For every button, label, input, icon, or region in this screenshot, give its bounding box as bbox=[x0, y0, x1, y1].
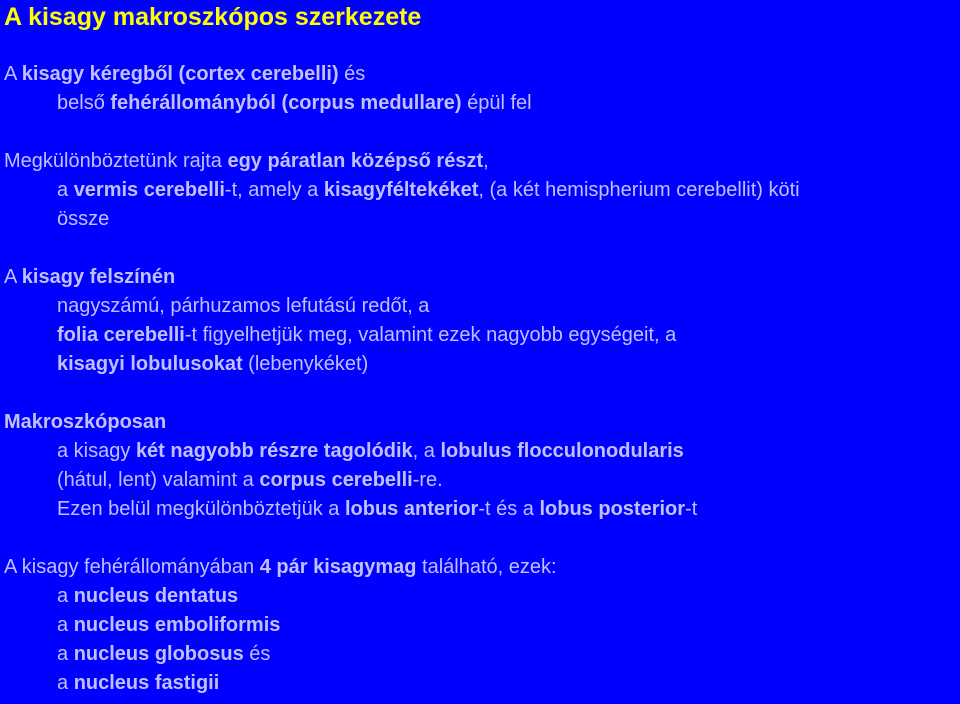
text-segment: -t bbox=[685, 498, 698, 520]
text-segment: (lebenykéket) bbox=[242, 353, 369, 375]
text-segment: és bbox=[338, 63, 366, 85]
text-line bbox=[57, 323, 676, 347]
text-segment: -t figyelhetjük meg, valamint ezek nagyobb egységeit, a bbox=[184, 324, 677, 346]
text-line bbox=[4, 410, 166, 434]
text-segment: a bbox=[57, 614, 74, 636]
text-segment: a kisagy bbox=[57, 440, 136, 462]
bold-term: corpus cerebelli bbox=[259, 469, 413, 491]
text-line bbox=[57, 642, 270, 666]
text-segment: a bbox=[57, 672, 74, 694]
bold-term: kisagyi lobulusokat bbox=[57, 353, 243, 375]
bold-term: nucleus dentatus bbox=[73, 585, 239, 607]
bold-term: kisagy felszínén bbox=[21, 266, 176, 288]
slide-title: A kisagy makroszkópos szerkezete bbox=[4, 3, 422, 31]
text-segment: épül fel bbox=[461, 92, 532, 114]
bold-term: vermis cerebelli bbox=[73, 179, 225, 201]
bold-term: lobus posterior bbox=[539, 498, 686, 520]
bold-term: egy páratlan középső részt bbox=[227, 150, 484, 172]
text-line bbox=[57, 468, 443, 492]
text-line bbox=[57, 91, 532, 115]
text-line bbox=[57, 207, 109, 231]
text-segment: A bbox=[4, 266, 22, 288]
text-segment: össze bbox=[57, 208, 110, 230]
bold-term: fehérállományból (corpus medullare) bbox=[110, 92, 462, 114]
text-line bbox=[4, 265, 175, 289]
text-segment: belső bbox=[57, 92, 111, 114]
bold-term: lobulus flocculonodularis bbox=[440, 440, 684, 462]
text-line bbox=[57, 294, 429, 318]
text-segment: és bbox=[243, 643, 271, 665]
bold-term: Makroszkóposan bbox=[4, 411, 167, 433]
text-segment: , a bbox=[412, 440, 441, 462]
text-line bbox=[4, 555, 557, 579]
text-segment: A bbox=[4, 63, 22, 85]
text-line bbox=[57, 439, 684, 463]
bold-term: két nagyobb részre tagolódik bbox=[135, 440, 413, 462]
text-line bbox=[57, 613, 280, 637]
text-line bbox=[57, 671, 219, 695]
text-segment: Ezen belül megkülönböztetjük a bbox=[57, 498, 345, 520]
text-segment: a bbox=[57, 643, 74, 665]
text-segment: található, ezek: bbox=[416, 556, 557, 578]
text-segment: , bbox=[483, 150, 489, 172]
text-segment: -t és a bbox=[478, 498, 540, 520]
bold-term: 4 pár kisagymag bbox=[259, 556, 417, 578]
text-segment: a bbox=[57, 179, 74, 201]
text-line bbox=[57, 178, 800, 202]
text-line bbox=[4, 62, 365, 86]
bold-term: folia cerebelli bbox=[57, 324, 185, 346]
bold-term: lobus anterior bbox=[344, 498, 479, 520]
text-segment: (hátul, lent) valamint a bbox=[57, 469, 260, 491]
text-line bbox=[4, 149, 489, 173]
text-line bbox=[57, 497, 697, 521]
bold-term: nucleus emboliformis bbox=[73, 614, 281, 636]
text-segment: A kisagy fehérállományában bbox=[4, 556, 260, 578]
text-segment: a bbox=[57, 585, 74, 607]
text-segment: nagyszámú, párhuzamos lefutású redőt, a bbox=[57, 295, 430, 317]
text-segment: , (a két hemispherium cerebellit) köti bbox=[478, 179, 800, 201]
bold-term: nucleus globosus bbox=[73, 643, 244, 665]
bold-term: kisagy kéregből (cortex cerebelli) bbox=[21, 63, 339, 85]
text-segment: -re. bbox=[412, 469, 443, 491]
bold-term: kisagyféltekéket bbox=[323, 179, 479, 201]
text-segment: -t, amely a bbox=[224, 179, 324, 201]
text-line bbox=[57, 352, 368, 376]
bold-term: nucleus fastigii bbox=[73, 672, 220, 694]
text-segment: Megkülönböztetünk rajta bbox=[4, 150, 228, 172]
text-line bbox=[57, 584, 238, 608]
